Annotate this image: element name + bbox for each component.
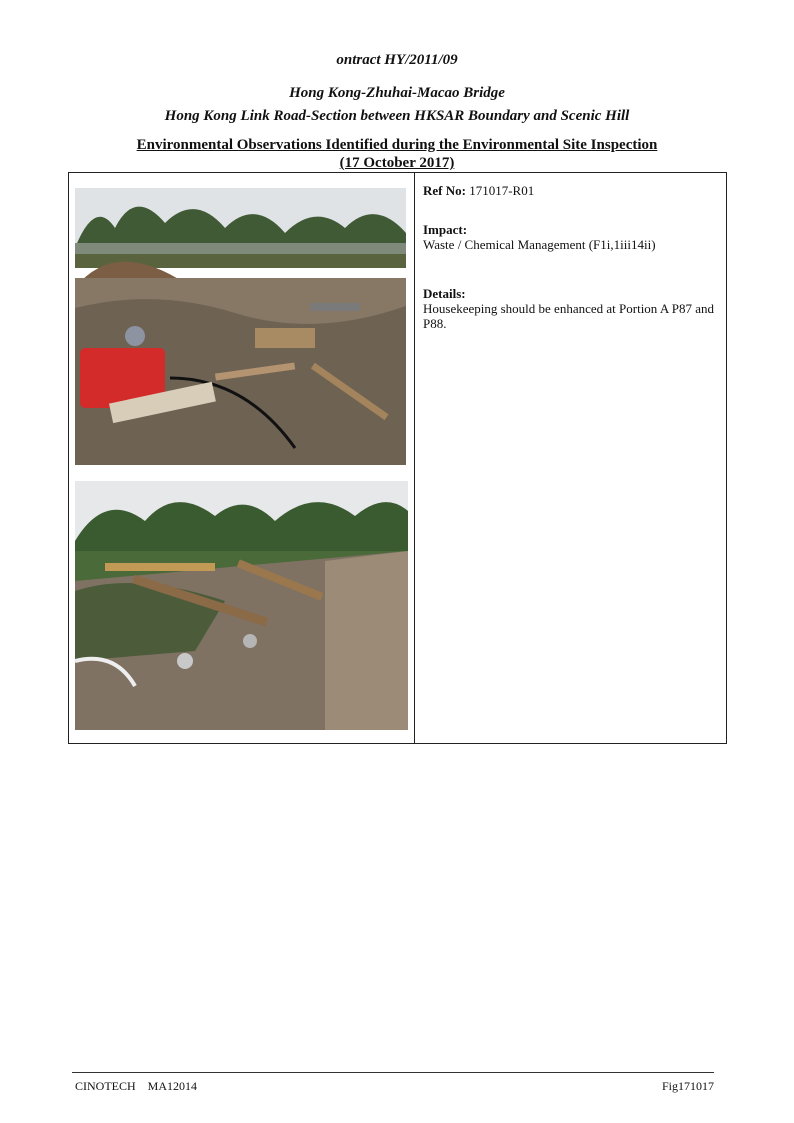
section-name: Hong Kong Link Road-Section between HKSAR Boundary and Scenic Hill bbox=[164, 108, 630, 124]
report-title: Environmental Observations Identified during the Environmental Site Inspection bbox=[136, 137, 658, 153]
ref-no bbox=[423, 183, 723, 198]
site-photo-1 bbox=[75, 188, 406, 465]
site-photo-2 bbox=[75, 481, 408, 730]
contract-number: ontract HY/2011/09 bbox=[336, 52, 458, 68]
footer-company: CINOTECH MA12014 bbox=[75, 1079, 197, 1093]
inspection-date: (17 October 2017) bbox=[339, 155, 455, 171]
project-name: Hong Kong-Zhuhai-Macao Bridge bbox=[289, 85, 505, 101]
impact-value: Waste / Chemical Management (F1i,1iii14ii) bbox=[423, 237, 656, 252]
ref-value: 171017-R01 bbox=[469, 183, 535, 198]
impact-label: Impact: bbox=[423, 222, 468, 237]
table-divider bbox=[414, 172, 415, 744]
footer-rule bbox=[72, 1072, 714, 1073]
footer-figure-no: Fig171017 bbox=[661, 1079, 714, 1093]
details-value: Housekeeping should be enhanced at Portion A P87 and P88. bbox=[423, 301, 715, 331]
ref-label: Ref No: bbox=[423, 183, 466, 198]
details-label: Details: bbox=[423, 286, 466, 301]
